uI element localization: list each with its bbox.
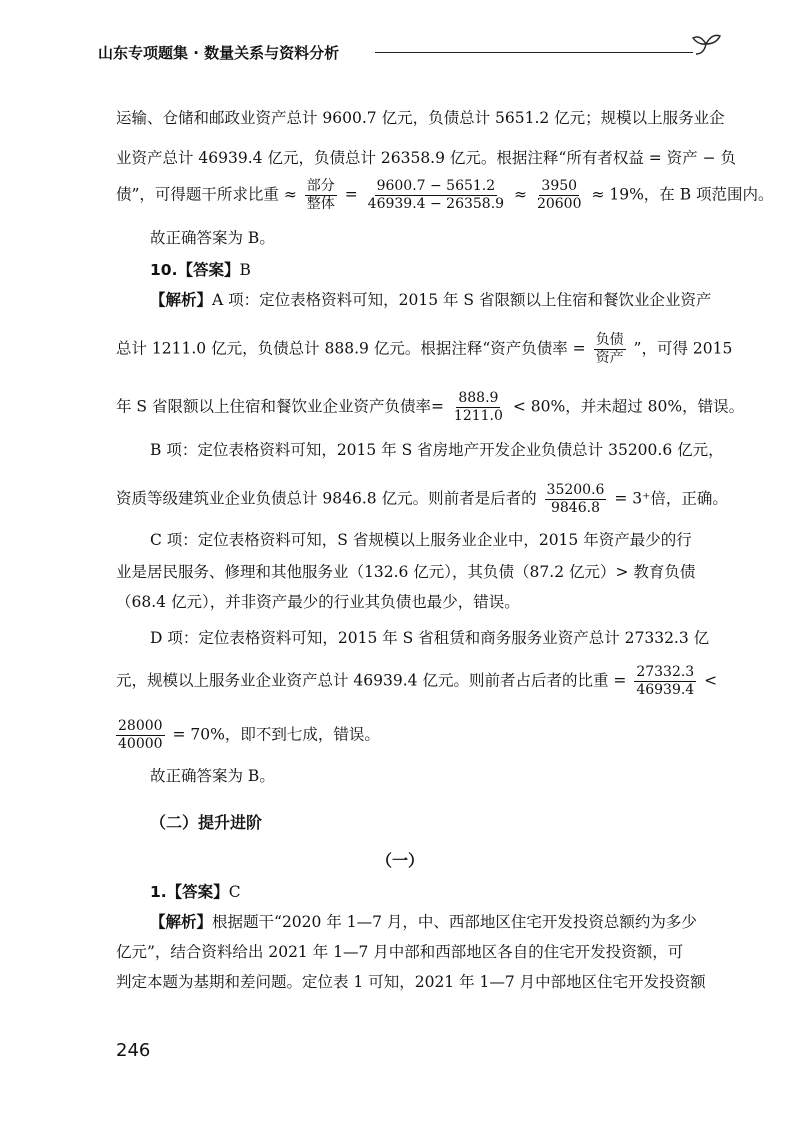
fraction-numerator: 28000: [118, 718, 163, 734]
fraction: [545, 482, 607, 517]
text-line: 故正确答案为 B。: [150, 767, 275, 785]
text-line-with-fraction: [116, 482, 728, 517]
text-line: C 项：定位表格资料可知，S 省规模以上服务业企业中，2015 年资产最少的行: [150, 531, 692, 549]
subsection-heading: （一）: [375, 851, 424, 870]
text-segment: = 70%，即不到七成，错误。: [172, 725, 380, 744]
fraction: [535, 178, 584, 213]
fraction: [366, 178, 506, 213]
text-segment: 总计 1211.0 亿元，负债总计 888.9 亿元。根据注释“资产负债率 =: [116, 339, 586, 358]
answer-value: C: [228, 883, 241, 901]
text-line-with-fraction: [116, 718, 380, 753]
fraction-denominator: 9846.8: [550, 500, 600, 516]
text-line-with-fractions: [116, 178, 774, 213]
fraction-numerator: 9600.7 − 5651.2: [376, 178, 496, 194]
text-line: B 项：定位表格资料可知，2015 年 S 省房地产开发企业负债总计 35200.6 亿元，: [150, 441, 724, 459]
page-number: 246: [116, 1040, 151, 1061]
text-line: 故正确答案为 B。: [150, 229, 275, 247]
answer-line: [150, 882, 241, 902]
text-segment: ”，可得 2015: [633, 339, 733, 358]
analysis-line: [150, 290, 711, 310]
text-line: 判定本题为基期和差问题。定位表 1 可知，2021 年 1—7 月中部地区住宅开发投资额: [116, 973, 706, 991]
text-line: 业资产总计 46939.4 亿元，负债总计 26358.9 亿元。根据注释“所有者权益 = 资产 − 负: [116, 149, 737, 167]
text-line: D 项：定位表格资料可知，2015 年 S 省租赁和商务服务业资产总计 27332.3 亿: [150, 629, 710, 647]
analysis-line: [150, 912, 697, 932]
fraction-denominator: 整体: [306, 196, 335, 212]
fraction: [452, 390, 505, 425]
section-heading: （二）提升进阶: [150, 813, 263, 832]
fraction-denominator: 46939.4 − 26358.9: [367, 196, 505, 212]
text-line: 业是居民服务、修理和其他服务业（132.6 亿元），其负债（87.2 亿元）> 教育负债: [116, 563, 696, 581]
text-segment: 资质等级建筑业企业负债总计 9846.8 亿元。则前者是后者的: [116, 489, 537, 508]
text-segment: 根据题干“2020 年 1—7 月，中、西部地区住宅开发投资总额约为多少: [212, 913, 697, 931]
sprout-icon: [690, 30, 722, 58]
answer-line: [150, 260, 251, 280]
header-rule: [375, 52, 693, 53]
text-segment: A 项：定位表格资料可知，2015 年 S 省限额以上住宿和餐饮业企业资产: [212, 291, 712, 309]
text-line-with-fraction: [116, 390, 744, 425]
answer-tag: 1.【答案】: [150, 883, 229, 901]
fraction-denominator: 46939.4: [636, 682, 695, 698]
fraction: [305, 178, 337, 213]
text-segment: ≈ 19%，在 B 项范围内。: [591, 185, 774, 204]
text-segment: 元，规模以上服务业企业资产总计 46939.4 亿元。则前者占后者的比重 =: [116, 671, 627, 690]
fraction-denominator: 20600: [536, 196, 582, 212]
text-line: 运输、仓储和邮政业资产总计 9600.7 亿元，负债总计 5651.2 亿元；规模以上服务业企: [116, 109, 725, 127]
fraction: [594, 332, 626, 367]
fraction: [634, 664, 696, 699]
answer-value: B: [239, 261, 251, 279]
fraction-numerator: 35200.6: [546, 482, 605, 498]
answer-tag: 10.【答案】: [150, 261, 240, 279]
fraction-numerator: 3950: [541, 178, 578, 194]
fraction-numerator: 部分: [306, 178, 335, 194]
text-segment: 年 S 省限额以上住宿和餐饮业企业资产负债率=: [116, 397, 444, 416]
fraction-denominator: 40000: [118, 736, 163, 752]
running-header-title: 山东专项题集 · 数量关系与资料分析: [98, 44, 340, 62]
text-segment: ≈: [514, 185, 528, 204]
text-line-with-fraction: [116, 664, 717, 699]
fraction: [116, 718, 165, 753]
fraction-numerator: 27332.3: [636, 664, 695, 680]
text-segment: = 3⁺倍，正确。: [614, 489, 728, 508]
text-line: 亿元”，结合资料给出 2021 年 1—7 月中部和西部地区各自的住宅开发投资额，可: [116, 943, 684, 961]
fraction-denominator: 1211.0: [453, 408, 503, 424]
text-segment: <: [704, 671, 718, 690]
analysis-tag: 【解析】: [150, 291, 213, 309]
text-segment: < 80%，并未超过 80%，错误。: [512, 397, 745, 416]
text-line-with-fraction: [116, 332, 732, 367]
fraction-numerator: 888.9: [458, 390, 499, 406]
text-segment: 债”，可得题干所求比重 ≈: [116, 185, 297, 204]
fraction-denominator: 资产: [595, 350, 624, 366]
fraction-numerator: 负债: [595, 332, 624, 348]
text-line: （68.4 亿元），并非资产最少的行业其负债也最少，错误。: [116, 593, 520, 611]
text-segment: =: [344, 185, 358, 204]
analysis-tag: 【解析】: [150, 913, 213, 931]
